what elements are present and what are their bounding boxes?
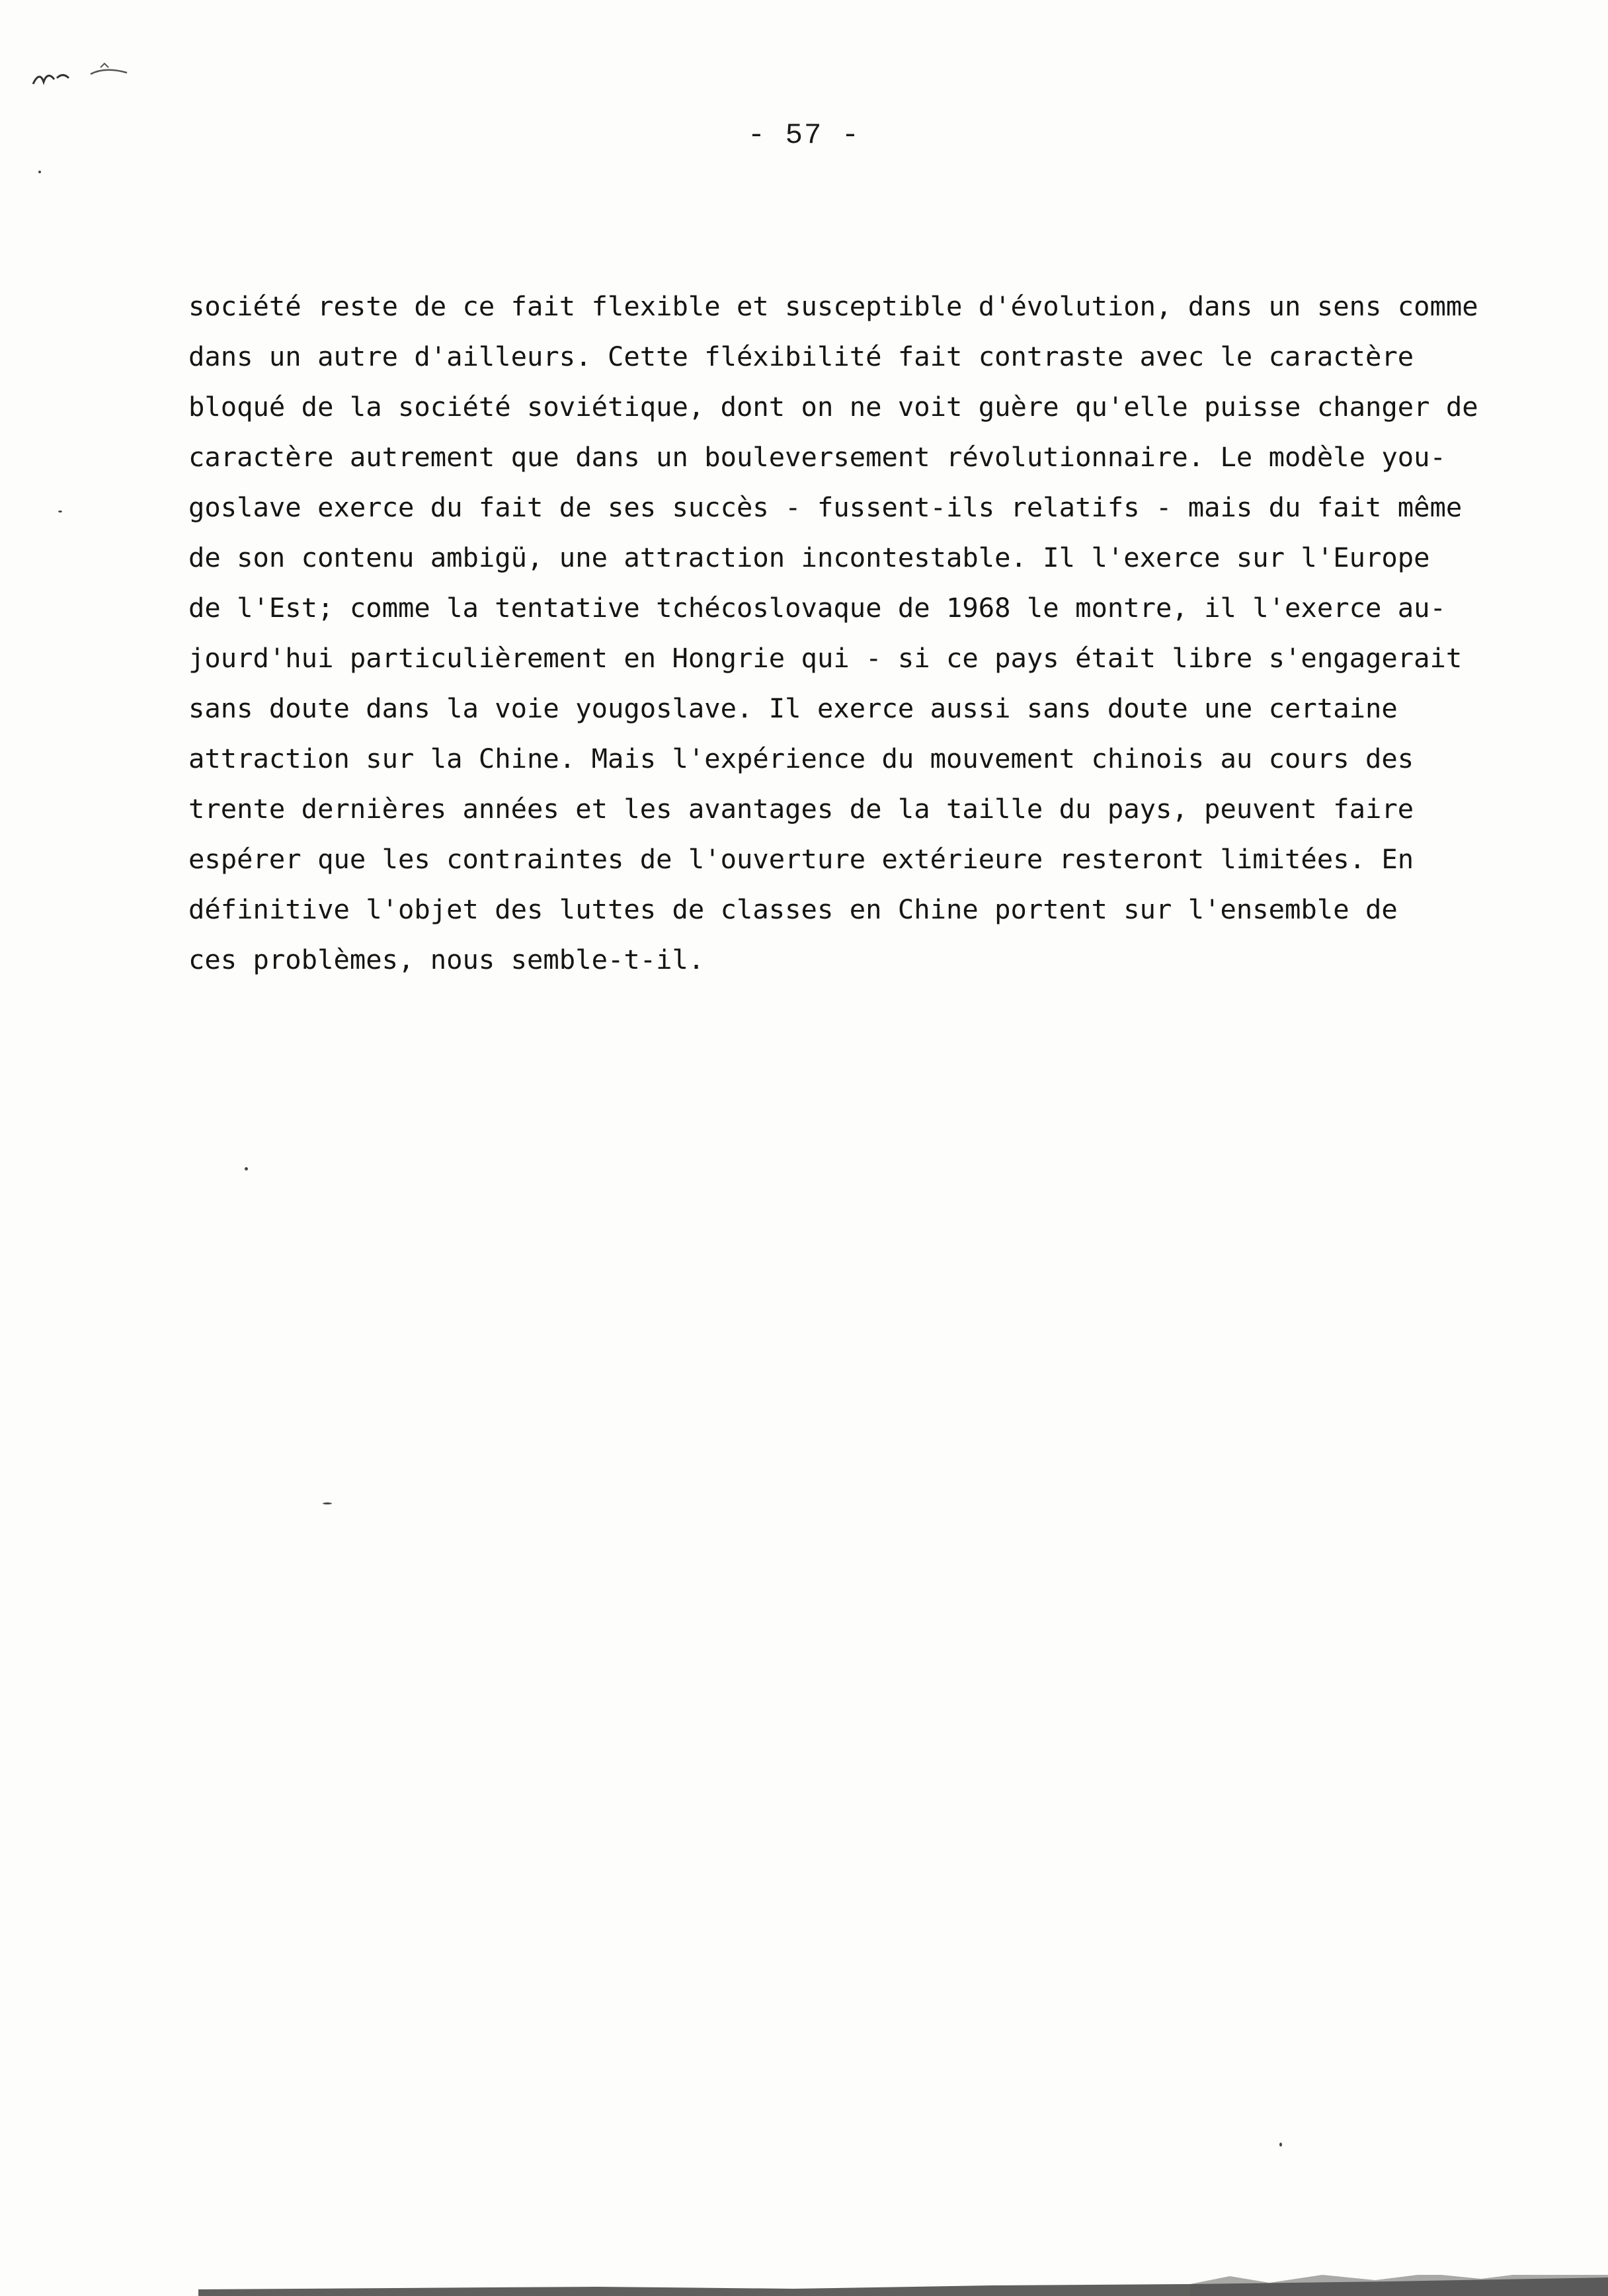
text-line: de son contenu ambigü, une attraction incontestable. Il l'exerce sur l'Europe [188, 542, 1430, 573]
text-line: sans doute dans la voie yougoslave. Il exerce aussi sans doute une certaine [188, 692, 1398, 724]
text-line: caractère autrement que dans un bouleversement révolutionnaire. Le modèle you- [188, 441, 1446, 473]
text-line: ces problèmes, nous semble-t-il. [188, 944, 705, 975]
scan-edge-artifact [198, 2275, 1608, 2296]
text-line: espérer que les contraintes de l'ouverture extérieure resteront limitées. En [188, 843, 1414, 875]
text-line: goslave exerce du fait de ses succès - fussent-ils relatifs - mais du fait même [188, 491, 1463, 523]
text-line: bloqué de la société soviétique, dont on ne voit guère qu'elle puisse changer de [188, 391, 1478, 423]
scan-speck [58, 511, 62, 512]
text-line: société reste de ce fait flexible et susceptible d'évolution, dans un sens comme [188, 290, 1478, 322]
scan-speck [245, 1167, 248, 1170]
text-line: dans un autre d'ailleurs. Cette fléxibilité fait contraste avec le caractère [188, 341, 1414, 372]
text-line: trente dernières années et les avantages de la taille du pays, peuvent faire [188, 793, 1414, 825]
text-line: attraction sur la Chine. Mais l'expérience du mouvement chinois au cours des [188, 743, 1414, 774]
handwritten-margin-mark [28, 54, 140, 94]
scan-speck [1279, 2143, 1282, 2147]
text-line: jourd'hui particulièrement en Hongrie qui - si ce pays était libre s'engagerait [188, 642, 1463, 674]
text-line: de l'Est; comme la tentative tchécoslovaque de 1968 le montre, il l'exerce au- [188, 592, 1446, 624]
scan-speck [38, 171, 41, 173]
scan-speck [323, 1502, 332, 1504]
body-paragraph [188, 281, 1511, 985]
page-number: - 57 - [747, 119, 861, 152]
text-line: définitive l'objet des luttes de classes en Chine portent sur l'ensemble de [188, 893, 1398, 925]
